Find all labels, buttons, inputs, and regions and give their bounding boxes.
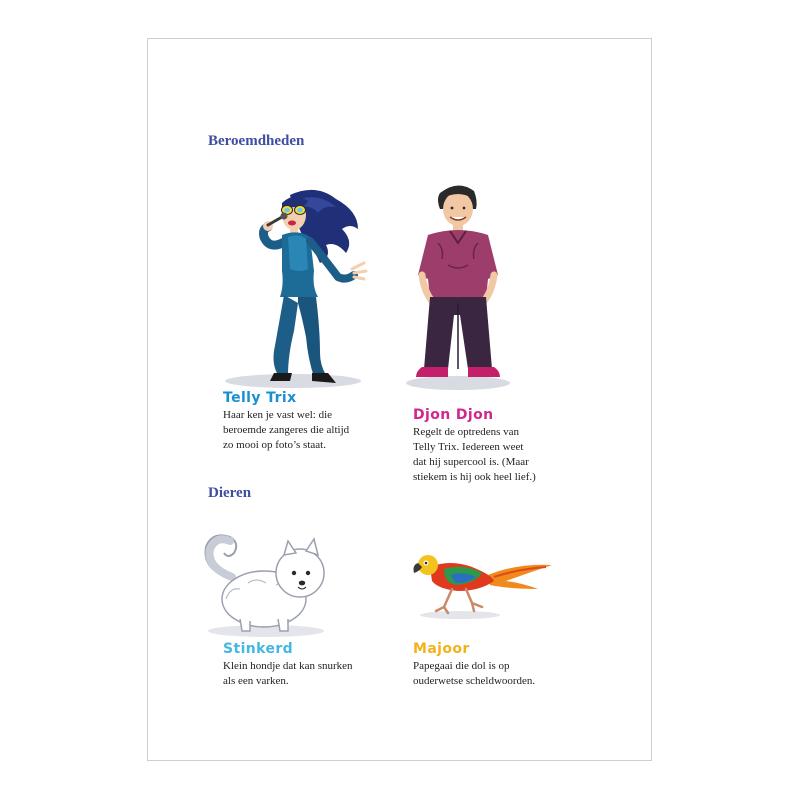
character-name-djon-djon: Djon Djon bbox=[413, 407, 494, 423]
character-description-djon-djon: Regelt de optredens van Telly Trix. Iedereen weet dat hij supercool is. (Maar stiekem is hij ook heel lief.) bbox=[413, 426, 536, 483]
character-description-stinkerd: Klein hondje dat kan snurken als een varken. bbox=[223, 660, 353, 687]
section-heading-famous: Beroemdheden bbox=[208, 133, 305, 149]
character-name-telly-trix: Telly Trix bbox=[223, 390, 297, 406]
character-name-stinkerd: Stinkerd bbox=[223, 641, 294, 657]
book-page bbox=[147, 38, 652, 761]
white-dog-illustration bbox=[196, 527, 336, 639]
section-heading-animals: Dieren bbox=[208, 485, 252, 501]
character-description-telly-trix: Haar ken je vast wel: die beroemde zangeres die altijd zo mooi op foto’s staat. bbox=[223, 409, 350, 451]
parrot-illustration bbox=[410, 545, 555, 621]
manager-man-illustration bbox=[398, 179, 518, 391]
singer-woman-illustration bbox=[208, 179, 368, 389]
character-description-majoor: Papegaai die dol is op ouderwetse scheldwoorden. bbox=[413, 660, 536, 687]
character-name-majoor: Majoor bbox=[413, 641, 470, 657]
